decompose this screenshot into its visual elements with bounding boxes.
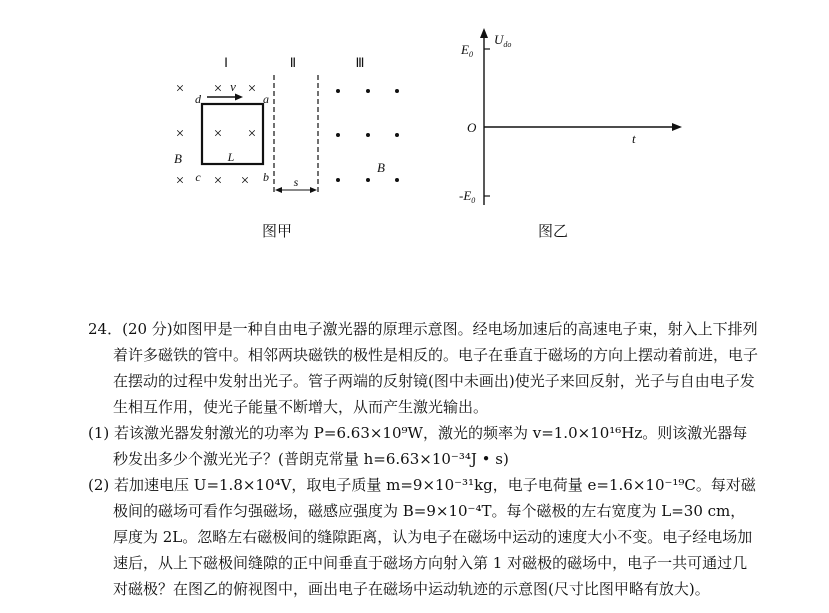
figure-yi-caption: 图乙 — [538, 222, 569, 240]
y-axis-arrowhead — [480, 28, 488, 38]
dot-mark — [395, 89, 399, 93]
part-1-label: (1) — [88, 424, 110, 442]
dot-mark — [366, 89, 370, 93]
dot-mark — [366, 178, 370, 182]
question-block — [88, 316, 758, 602]
y-axis-label — [494, 32, 511, 49]
bottom-tick-sub: 0 — [471, 196, 476, 205]
region-label-2: Ⅱ — [289, 55, 297, 70]
origin-label: O — [467, 120, 477, 135]
question-part-2 — [88, 472, 758, 602]
part-2-text: 若加速电压 U=1.8×10⁴V，取电子质量 m=9×10⁻³¹kg，电子电荷量 e=1.6×10⁻¹⁹C。每对磁极间的磁场可看作匀强磁场，磁感应强度为 B=9×10⁻⁴T。每个磁极的左右宽度为 L=30 cm，厚度为 2L。忽略左右磁极间的缝隙距离，认为电子在磁场中运动的速度大小不变。电子经电场加速后，从上下磁极间缝隙的正中间垂直于磁场方向射入第 1 对磁极的磁场中，电子一共可通过几对磁极？在图乙的俯视图中，画出电子在磁场中运动轨迹的示意图(尺寸比图甲略有放大)。 — [113, 476, 756, 598]
top-tick-label — [460, 42, 473, 59]
part-2-label: (2) — [88, 476, 110, 494]
figures-area — [0, 0, 829, 250]
corner-label-c: c — [195, 170, 201, 184]
top-tick-main: E — [461, 42, 469, 57]
dot-mark — [395, 133, 399, 137]
cross-mark: × — [175, 81, 185, 97]
figure-jia — [174, 55, 399, 195]
part-1-text: 若该激光器发射激光的功率为 P=6.63×10⁹W，激光的频率为 v=1.0×10¹⁶Hz。则该激光器每秒发出多少个激光光子？(普朗克常量 h=6.63×10⁻³⁴J • s) — [113, 424, 748, 468]
velocity-label: v — [230, 79, 236, 94]
cross-mark: × — [175, 173, 185, 189]
cross-mark: × — [213, 126, 223, 142]
field-out-of-page — [336, 89, 399, 182]
cross-mark: × — [247, 81, 257, 97]
x-axis-label: t — [632, 131, 636, 146]
gap-arrowhead-right — [310, 187, 317, 193]
dot-mark — [336, 133, 340, 137]
top-tick-sub: 0 — [468, 50, 473, 59]
corner-label-d: d — [195, 92, 201, 106]
field-label-left: B — [174, 151, 182, 166]
gap-label: s — [293, 175, 299, 189]
question-stem-text: 如图甲是一种自由电子激光器的原理示意图。经电场加速后的高速电子束，射入上下排列着许多磁铁的管中。相邻两块磁铁的极性是相反的。电子在垂直于磁场的方向上摆动着前进，电子在摆动的过程中发射出光子。管子两端的反射镜(图中未画出)使光子来回反射，光子与自由电子发生相互作用，使光子能量不断增大，从而产生激光输出。 — [113, 320, 759, 416]
cross-mark: × — [213, 173, 223, 189]
figure-yi — [459, 28, 682, 205]
cross-mark: × — [240, 173, 250, 189]
field-label-right: B — [377, 160, 385, 175]
dot-mark — [336, 89, 340, 93]
figure-jia-caption: 图甲 — [262, 222, 293, 240]
y-axis-label-main: U — [494, 32, 504, 47]
question-points: (20 分) — [122, 320, 173, 338]
region-label-1: Ⅰ — [224, 55, 228, 70]
corner-label-b: b — [263, 170, 269, 184]
dot-mark — [336, 178, 340, 182]
bottom-tick-label — [459, 188, 475, 205]
region-label-3: Ⅲ — [355, 55, 365, 70]
length-label: L — [227, 150, 235, 164]
dot-mark — [395, 178, 399, 182]
question-number: 24． — [88, 320, 123, 338]
x-axis-arrowhead — [672, 123, 682, 131]
bottom-tick-main: -E — [459, 188, 472, 203]
question-stem — [88, 316, 758, 420]
cross-mark: × — [213, 81, 223, 97]
y-axis-label-sub: do — [503, 40, 512, 49]
cross-mark: × — [247, 126, 257, 142]
dot-mark — [366, 133, 370, 137]
gap-arrowhead-left — [275, 187, 282, 193]
question-part-1 — [88, 420, 758, 472]
cross-mark: × — [175, 126, 185, 142]
velocity-arrowhead — [235, 94, 243, 101]
corner-label-a: a — [263, 92, 269, 106]
